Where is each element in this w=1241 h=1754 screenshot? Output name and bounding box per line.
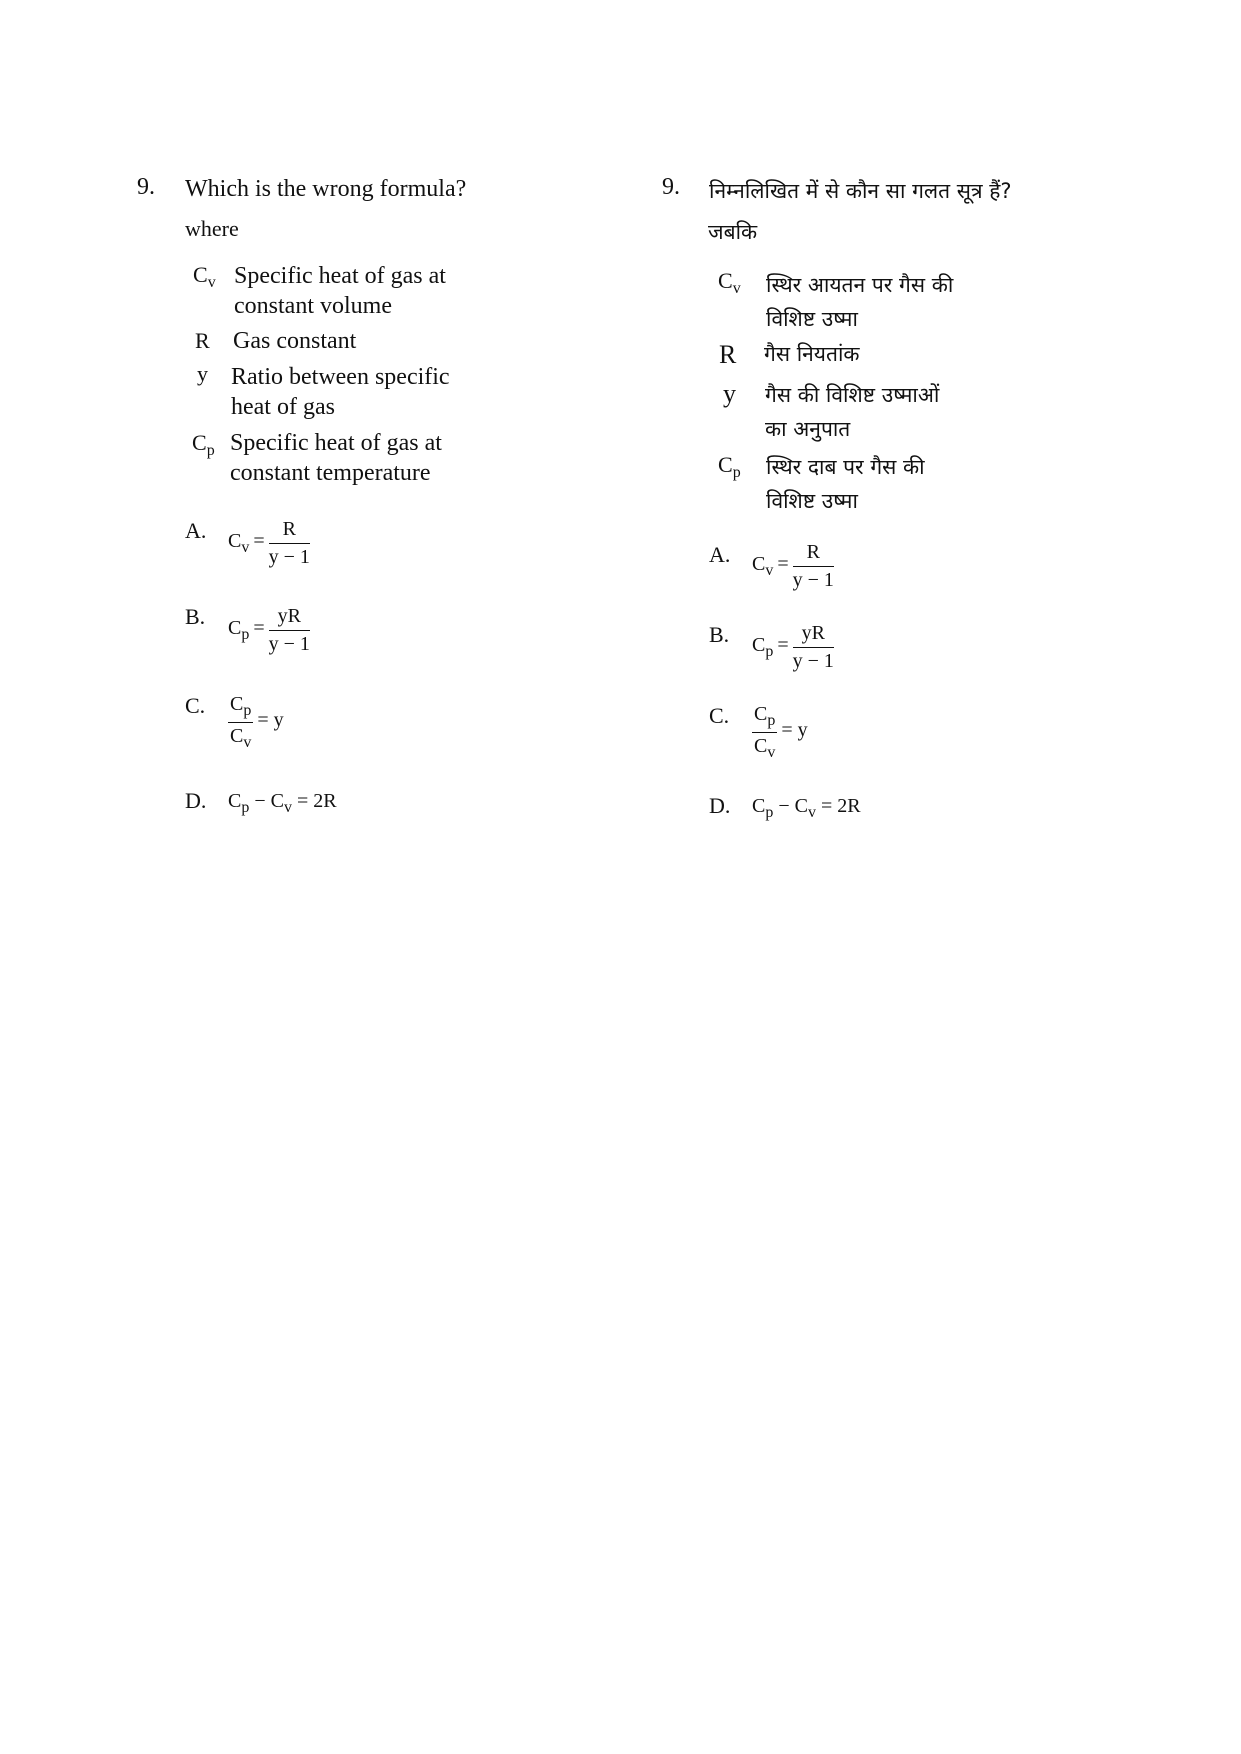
definition-symbol: $C_v$ [718,268,741,297]
option-label: D. [185,788,207,813]
where-label: where [185,216,239,241]
definition-symbol: $C_p$ [718,452,741,481]
question-number: 9. [137,174,155,200]
formula-eq: = [253,530,265,553]
definition-text: Gas constant [233,328,357,354]
formula-d: $C_p - C_v = 2R$ [228,790,337,816]
formula-c [752,703,808,762]
formula-c [228,693,284,752]
formula-lhs: $C_v$ [752,553,774,580]
fraction: $\frac{yR}{y - 1}$ [792,622,834,672]
definition-text: Specific heat of gas at constant temperature [230,430,442,486]
question-text: निम्नलिखित में से कौन सा गलत सूत्र हैं? [709,179,1012,203]
formula-eq: = [777,634,789,657]
definition-symbol: R [195,328,210,353]
formula-rhs: = y [257,709,284,732]
definition-text: Specific heat of gas at constant volume [234,263,446,319]
fraction: $\frac{yR}{y - 1}$ [268,605,310,655]
definition-text: Ratio between specific heat of gas [231,364,450,420]
formula-b [228,605,310,656]
formula-a [752,541,834,592]
fraction: $\frac{C_p}{C_v}$ [754,703,776,761]
question-number: 9. [662,174,680,200]
fraction: $\frac{R}{y - 1}$ [268,518,310,568]
formula-d: $C_p - C_v = 2R$ [752,795,861,821]
definition-symbol: $C_v$ [193,262,216,291]
definition-symbol: y [723,379,736,408]
option-label: D. [709,793,731,818]
formula-lhs: $C_p$ [228,617,250,644]
where-label: जबकि [708,220,758,244]
definition-symbol: $C_p$ [192,430,215,459]
definition-text: गैस की विशिष्ट उष्माओं का अनुपात [765,383,940,441]
definition-text: स्थिर आयतन पर गैस की विशिष्ट उष्मा [766,273,954,331]
option-label: A. [709,542,731,567]
option-label: C. [709,703,730,728]
formula-lhs: $C_v$ [228,530,250,557]
definition-symbol: R [719,340,737,369]
definition-text: गैस नियतांक [764,342,860,366]
definition-text: स्थिर दाब पर गैस की विशिष्ट उष्मा [766,455,925,513]
definition-symbol: y [197,361,208,386]
fraction: $\frac{R}{y - 1}$ [792,541,834,591]
formula-a [228,518,310,569]
option-label: A. [185,518,207,543]
question-text: Which is the wrong formula? [185,176,467,202]
fraction: $\frac{C_p}{C_v}$ [230,693,252,751]
formula-eq: = [253,617,265,640]
formula-lhs: $C_p$ [752,634,774,661]
option-label: B. [185,604,206,629]
option-label: C. [185,693,206,718]
formula-b [752,622,834,673]
formula-eq: = [777,553,789,576]
option-label: B. [709,622,730,647]
formula-rhs: = y [781,719,808,742]
